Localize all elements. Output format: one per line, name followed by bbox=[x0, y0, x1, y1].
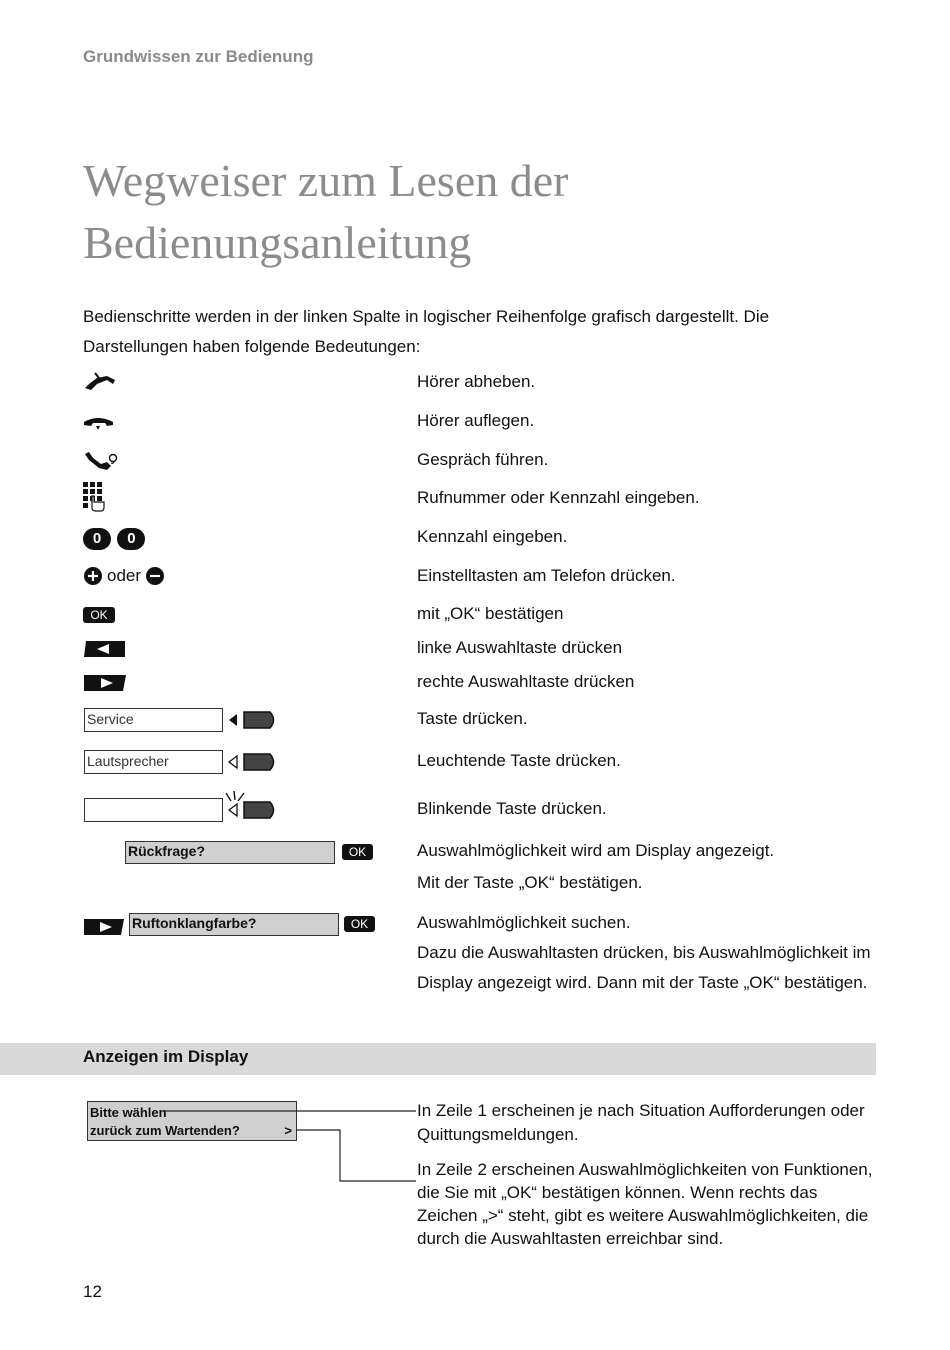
right-selection-key-icon bbox=[83, 674, 127, 692]
keypad-icon bbox=[83, 482, 109, 512]
function-key-icon bbox=[228, 710, 278, 730]
handset-lift-icon bbox=[83, 370, 117, 394]
desc-option-1: Auswahlmöglichkeit wird am Display angezeigt. bbox=[417, 841, 775, 860]
plus-key-icon bbox=[83, 566, 103, 586]
desc-adjust: Einstelltasten am Telefon drücken. bbox=[417, 566, 676, 585]
desc-search-2: Dazu die Auswahltasten drücken, bis Auswahlmöglichkeit im bbox=[417, 943, 871, 962]
plus-minus-keys bbox=[83, 566, 165, 586]
desc-code: Kennzahl eingeben. bbox=[417, 527, 568, 546]
desc-lift: Hörer abheben. bbox=[417, 372, 536, 391]
display-more-arrow: > bbox=[284, 1123, 292, 1138]
display-option-rueckfrage: Rückfrage? bbox=[125, 841, 335, 864]
running-header: Grundwissen zur Bedienung bbox=[83, 47, 314, 66]
display-line-2: zurück zum Wartenden? bbox=[90, 1123, 240, 1138]
desc-search-3: Display angezeigt wird. Dann mit der Taste „OK“ bestätigen. bbox=[417, 973, 868, 992]
desc-search bbox=[417, 908, 877, 998]
desc-left: linke Auswahltaste drücken bbox=[417, 638, 623, 657]
desc-search-1: Auswahlmöglichkeit suchen. bbox=[417, 913, 631, 932]
section-title: Anzeigen im Display bbox=[83, 1047, 249, 1066]
lautsprecher-key-label: Lautsprecher bbox=[84, 750, 223, 774]
ok-key-icon: OK bbox=[342, 844, 373, 860]
left-selection-key-icon bbox=[83, 640, 127, 658]
minus-key-icon bbox=[145, 566, 165, 586]
desc-talk: Gespräch führen. bbox=[417, 450, 549, 469]
oder-label: oder bbox=[107, 566, 142, 585]
zero-keys bbox=[83, 528, 145, 550]
intro-paragraph: Bedienschritte werden in der linken Spalte in logischer Reihenfolge grafisch dargestellt. Die Darstellungen haben folgende Bedeutungen: bbox=[83, 307, 770, 356]
title-line-1: Wegweiser zum Lesen der bbox=[83, 155, 569, 206]
display-line-1: Bitte wählen bbox=[90, 1105, 167, 1120]
title-line-2: Bedienungsanleitung bbox=[83, 217, 472, 268]
right-selection-key-icon bbox=[83, 918, 125, 936]
service-key-label: Service bbox=[84, 708, 223, 732]
ok-key-icon: OK bbox=[344, 916, 375, 932]
lit-key-icon bbox=[228, 752, 278, 772]
display-note-2: In Zeile 2 erscheinen Auswahlmöglichkeiten von Funktionen, die Sie mit „OK“ bestätigen können. Wenn rechts das Zeichen „>“ steht, gibt es weitere Auswahlmöglichkeiten, die durch die Auswahltasten erreichbar sind. bbox=[417, 1160, 873, 1248]
desc-dial: Rufnummer oder Kennzahl eingeben. bbox=[417, 488, 700, 507]
blank-key-label bbox=[84, 798, 223, 822]
ok-key-icon: OK bbox=[83, 607, 115, 623]
zero-key-icon: 0 bbox=[117, 528, 145, 550]
page-title bbox=[83, 150, 568, 274]
desc-hangup: Hörer auflegen. bbox=[417, 411, 535, 430]
display-option-ruftonklangfarbe: Ruftonklangfarbe? bbox=[129, 913, 339, 936]
handset-talk-icon bbox=[83, 450, 119, 472]
callout-lines bbox=[150, 1100, 420, 1190]
desc-ok: mit „OK“ bestätigen bbox=[417, 604, 564, 623]
desc-option-2: Mit der Taste „OK“ bestätigen. bbox=[417, 873, 643, 892]
handset-hangup-icon bbox=[83, 414, 117, 434]
desc-blink: Blinkende Taste drücken. bbox=[417, 799, 607, 818]
desc-right: rechte Auswahltaste drücken bbox=[417, 672, 635, 691]
desc-key: Taste drücken. bbox=[417, 709, 528, 728]
blinking-key-icon bbox=[222, 790, 278, 822]
display-note-1: In Zeile 1 erscheinen je nach Situation Aufforderungen oder Quittungsmeldungen. bbox=[417, 1101, 865, 1144]
desc-lit: Leuchtende Taste drücken. bbox=[417, 751, 621, 770]
page-number: 12 bbox=[83, 1282, 102, 1301]
zero-key-icon: 0 bbox=[83, 528, 111, 550]
